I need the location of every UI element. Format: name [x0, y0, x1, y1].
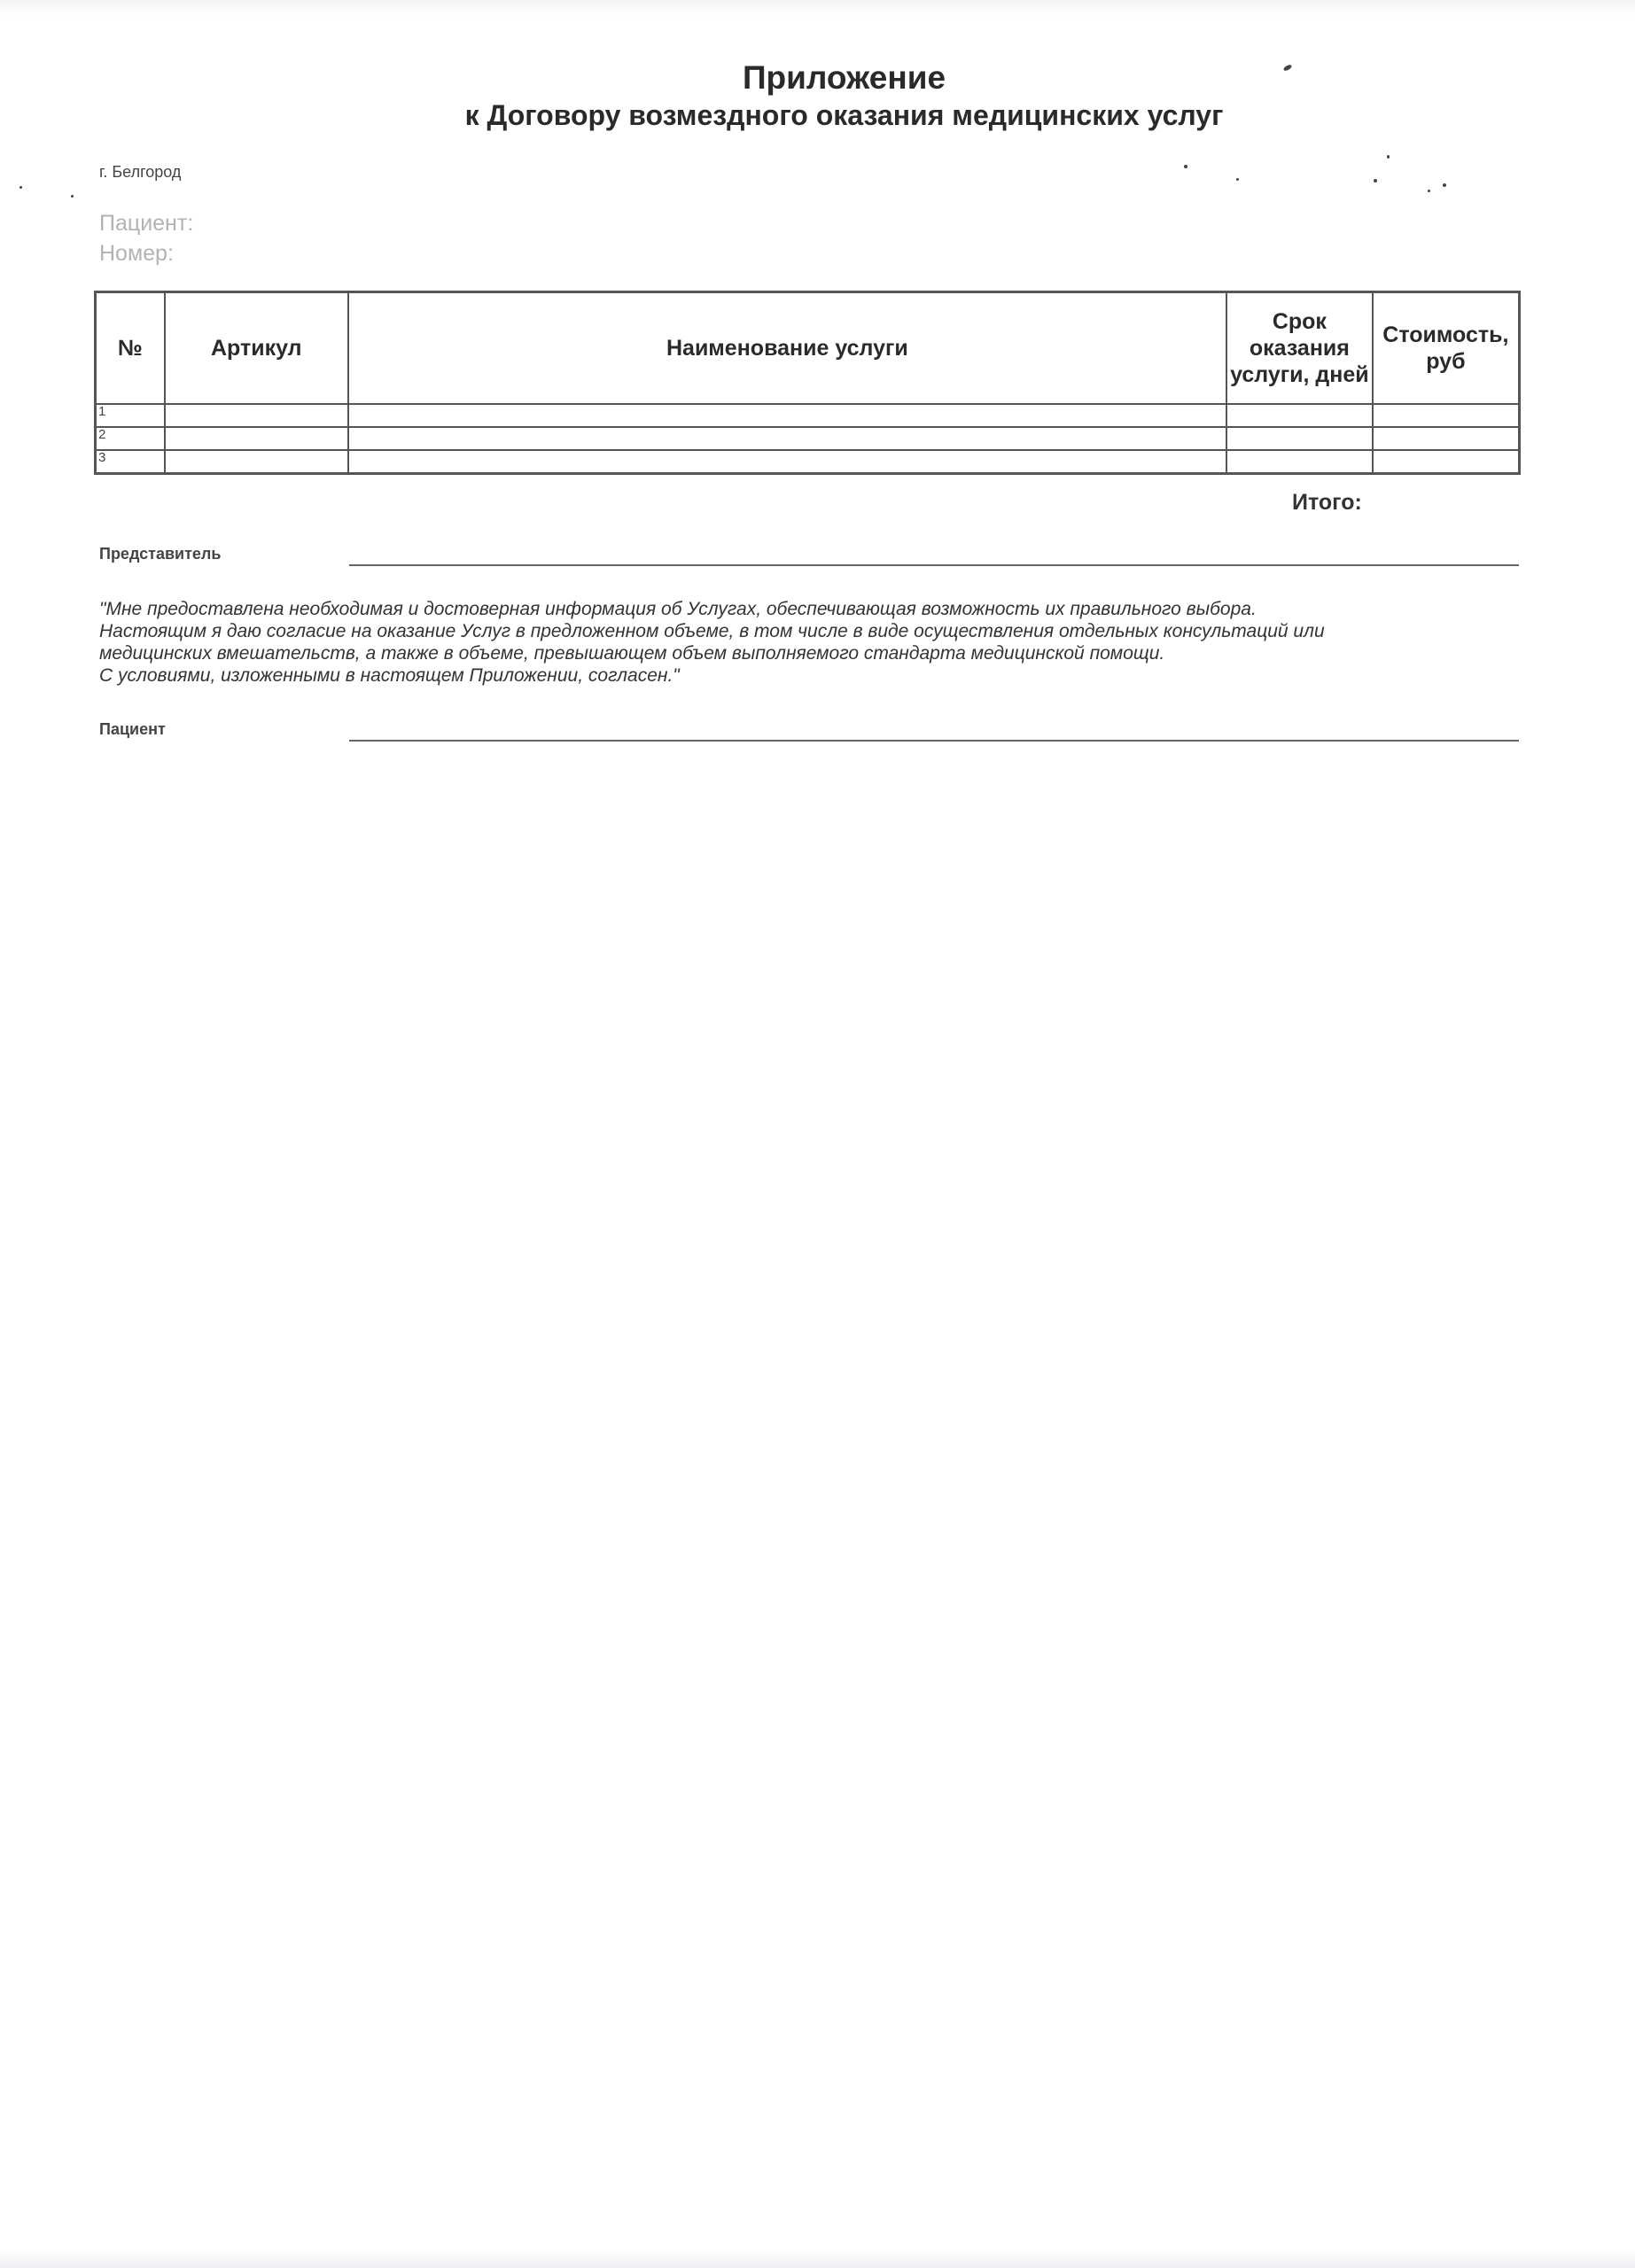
- scan-speck: [1443, 183, 1446, 187]
- column-header-cost: Стоимость, руб: [1373, 292, 1520, 405]
- patient-field-label: Пациент:: [99, 211, 194, 236]
- cost-cell: [1373, 450, 1520, 474]
- service-name-cell: [348, 427, 1226, 450]
- scan-speck: [1374, 179, 1377, 183]
- term-cell: [1226, 427, 1373, 450]
- document-header: [0, 58, 1635, 133]
- consent-line: Настоящим я даю согласие на оказание Услуг в предложенном объеме, в том числе в виде осуществления отдельных консультаций или: [99, 621, 1325, 641]
- scan-speck: [1236, 178, 1239, 181]
- term-cell: [1226, 404, 1373, 427]
- article-cell: [165, 450, 348, 474]
- document-title: Приложение: [742, 59, 946, 96]
- service-name-cell: [348, 450, 1226, 474]
- patient-signature-label: Пациент: [99, 720, 166, 738]
- scan-speck: [1428, 190, 1430, 192]
- city-label: г. Белгород: [99, 163, 182, 181]
- article-cell: [165, 404, 348, 427]
- table-row: [96, 427, 1520, 450]
- column-header-article: Артикул: [165, 292, 348, 405]
- scan-speck: [1184, 165, 1187, 168]
- services-table: [94, 291, 1521, 475]
- cost-cell: [1373, 404, 1520, 427]
- term-cell: [1226, 450, 1373, 474]
- number-field-label: Номер:: [99, 241, 174, 266]
- row-number-cell: 3: [96, 450, 165, 474]
- scan-speck: [71, 195, 74, 198]
- cost-cell: [1373, 427, 1520, 450]
- table-row: [96, 450, 1520, 474]
- article-cell: [165, 427, 348, 450]
- column-header-number: №: [96, 292, 165, 405]
- consent-line: С условиями, изложенными в настоящем Приложении, согласен.": [99, 665, 680, 686]
- column-header-term: Срок оказания услуги, дней: [1226, 292, 1373, 405]
- total-label: Итого:: [1292, 490, 1362, 515]
- representative-signature-line: [349, 564, 1519, 566]
- service-name-cell: [348, 404, 1226, 427]
- patient-signature-line: [349, 740, 1519, 742]
- scan-speck: [19, 186, 22, 189]
- consent-line: медицинских вмешательств, а также в объеме, превышающем объем выполняемого стандарта медицинской помощи.: [99, 643, 1165, 664]
- table-header-row: [96, 292, 1520, 405]
- representative-label: Представитель: [99, 545, 222, 563]
- consent-statement: [99, 598, 1526, 687]
- row-number-cell: 1: [96, 404, 165, 427]
- scan-speck: [1387, 155, 1390, 159]
- document-subtitle: к Договору возмездного оказания медицинских услуг: [464, 99, 1224, 131]
- consent-line: "Мне предоставлена необходимая и достоверная информация об Услугах, обеспечивающая возможность их правильного выбора.: [99, 599, 1257, 619]
- table-row: [96, 404, 1520, 427]
- column-header-service-name: Наименование услуги: [348, 292, 1226, 405]
- row-number-cell: 2: [96, 427, 165, 450]
